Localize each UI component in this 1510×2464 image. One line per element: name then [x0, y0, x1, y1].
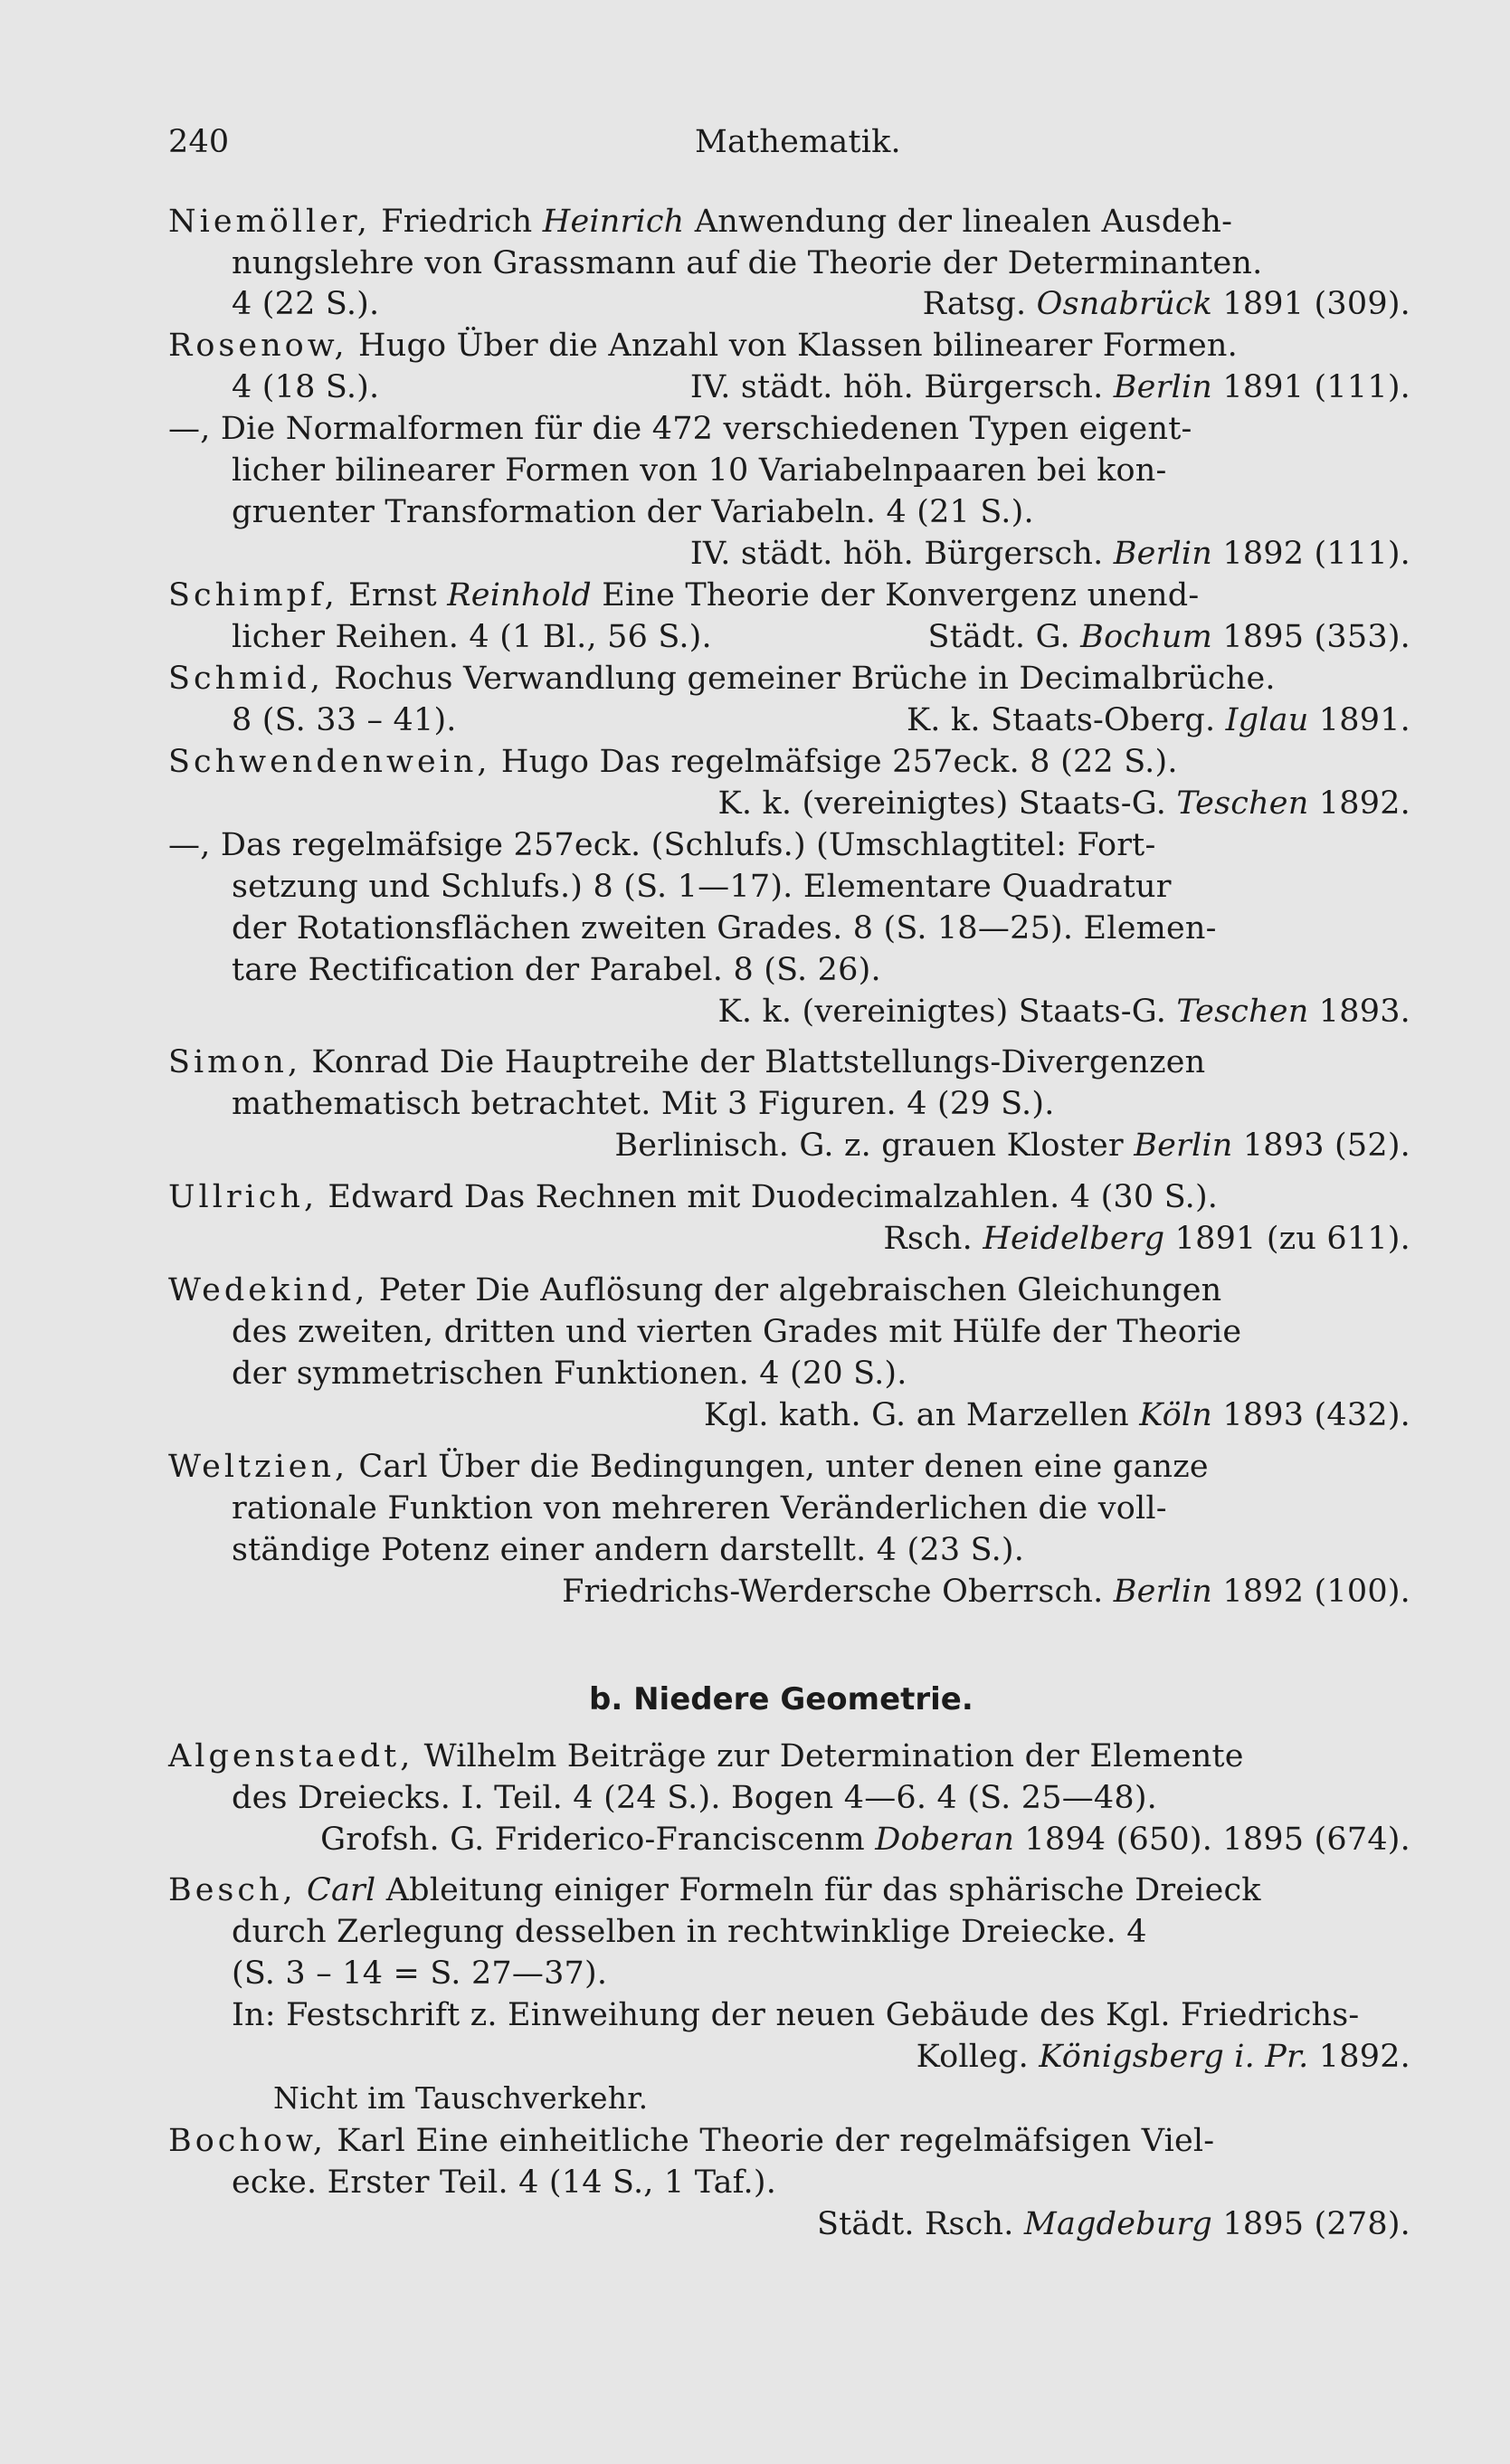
entry-besch-line-1 [168, 1869, 1261, 1911]
year-ref: 1895 (353). [1222, 619, 1410, 655]
city-name: Berlin [1134, 1127, 1233, 1164]
page-number: 240 [168, 124, 230, 160]
title-text: mathematisch betrachtet. Mit 3 Figuren. [232, 1086, 897, 1122]
title-text: Eine einheitliche Theorie der regelmäfsigen Viel- [415, 2123, 1215, 2159]
author-given: Friedrich [370, 204, 543, 240]
year-ref: 1893. [1318, 994, 1410, 1030]
author-dash: —, [168, 411, 211, 447]
year-ref: 1892. [1318, 785, 1410, 822]
size-text: 4 (21 S.). [886, 494, 1034, 530]
title-text: licher bilinearer Formen von 10 Variabelnpaaren bei kon- [232, 452, 1167, 489]
author-dash: —, [168, 827, 211, 863]
title-text: Beiträge zur Determination der Elemente [566, 1738, 1244, 1774]
author-given-italic: Heinrich [542, 204, 685, 240]
note-text: Nicht im Tauschverkehr. [273, 2080, 649, 2116]
school-ref [916, 2036, 1410, 2078]
year-ref: 1893 (432). [1222, 1397, 1410, 1433]
title-text: Die Auflösung der algebraischen Gleichungen [475, 1272, 1222, 1308]
title-text: rationale Funktion von mehreren Veränderlichen die voll- [232, 1490, 1167, 1527]
city-name: Berlin [1113, 536, 1213, 572]
entry-rosenow-line-1 [168, 325, 1238, 366]
entry-niemoeller-line-1 [168, 201, 1232, 243]
school-name: K. k. Staats-Oberg. [906, 702, 1216, 738]
school-ref [690, 366, 1410, 408]
city-name: Köln [1139, 1397, 1213, 1433]
title-text: Eine Theorie der Konvergenz unend- [602, 577, 1200, 614]
entry-algenstaedt-line-1 [168, 1736, 1244, 1777]
school-ref [562, 1571, 1410, 1613]
entry-schmid-line-1 [168, 658, 1276, 699]
title-text: gruenter Transformation der Variabeln. [232, 494, 877, 530]
author-given: Wilhelm [413, 1738, 557, 1774]
title-size-line [232, 616, 712, 658]
title-text: setzung und Schlufs.) 8 (S. 1—17). Elementare Quadratur [232, 869, 1172, 905]
title-text: Das regelmäfsige 257eck. (Schlufs.) (Umschlagtitel: Fort- [220, 827, 1156, 863]
school-name: Kgl. kath. G. an Marzellen [704, 1397, 1129, 1433]
title-text: tare Rectification der Parabel. [232, 952, 724, 988]
title-text: Die Hauptreihe der Blattstellungs-Divergenzen [439, 1044, 1206, 1080]
entry-schimpf-line-1 [168, 575, 1199, 616]
author-name: Schmid, [168, 661, 325, 697]
author-given: Hugo [490, 744, 590, 780]
size-text: 4 (18 S.). [232, 369, 380, 405]
author-name: Simon, [168, 1044, 302, 1080]
title-text: Über die Anzahl von Klassen bilinearer Formen. [456, 328, 1238, 364]
size-text: 4 (30 S.). [1069, 1179, 1219, 1215]
year-ref: 1892 (111). [1222, 536, 1410, 572]
author-given-italic: Carl [307, 1872, 376, 1908]
author-name: Weltzien, [168, 1449, 349, 1485]
size-text: 4 (29 S.). [907, 1086, 1055, 1122]
size-text: 4 (1 Bl., 56 S.). [469, 619, 712, 655]
year-ref: 1891 (309). [1222, 286, 1410, 322]
title-text: (S. 3 – 14 = S. 27—37). [232, 1955, 608, 1992]
in-line: In: Festschrift z. Einweihung der neuen Gebäude des Kgl. Friedrichs- [232, 1997, 1360, 2033]
city-name: Berlin [1113, 1574, 1213, 1610]
entry-schwendenwein-line-1 [168, 741, 1178, 783]
school-ref [717, 783, 1410, 824]
size-text: 8 (22 S.). [1030, 744, 1178, 780]
school-name: Grofsh. G. Friderico-Franciscenm [320, 1822, 865, 1858]
author-name: Wedekind, [168, 1272, 369, 1308]
entry-wedekind-line-1 [168, 1270, 1221, 1311]
size-text: 4 (20 S.). [759, 1356, 907, 1392]
city-name: Heidelberg [983, 1221, 1165, 1257]
author-name: Bochow, [168, 2123, 327, 2159]
author-given: Peter [368, 1272, 465, 1308]
school-ref [907, 699, 1410, 741]
author-given: Ernst [337, 577, 448, 614]
author-given-italic: Reinhold [447, 577, 592, 614]
city-name: Iglau [1225, 702, 1309, 738]
size-text: 8 (S. 33 – 41). [232, 702, 457, 738]
title-text: der Rotationsflächen zweiten Grades. 8 (S. 18—25). Elemen- [232, 910, 1217, 947]
author-name: Ullrich, [168, 1179, 318, 1215]
year-ref: 1891 (111). [1222, 369, 1410, 405]
school-ref [614, 1125, 1410, 1166]
school-name: Berlinisch. G. z. grauen Kloster [614, 1127, 1124, 1164]
city-name: Teschen [1176, 994, 1309, 1030]
entry-schwendenwein-2-line-1 [168, 824, 1155, 866]
city-name: Osnabrück [1036, 286, 1213, 322]
school-ref [690, 533, 1410, 575]
title-text: des zweiten, dritten und vierten Grades mit Hülfe der Theorie [232, 1314, 1242, 1350]
school-ref [817, 2203, 1410, 2245]
year-ref: 1891 (zu 611). [1174, 1221, 1410, 1257]
author-given: Konrad [301, 1044, 430, 1080]
author-given: Edward [318, 1179, 454, 1215]
city-name: Königsberg i. Pr. [1039, 2039, 1309, 2075]
school-name: Rsch. [883, 1221, 973, 1257]
author-name: Schwendenwein, [168, 744, 491, 780]
year-ref: 1891. [1318, 702, 1410, 738]
entry-weltzien-line-1 [168, 1446, 1209, 1488]
title-text: durch Zerlegung desselben in rechtwinklige Dreiecke. 4 [232, 1914, 1147, 1950]
year-ref: 1893 (52). [1242, 1127, 1410, 1164]
school-ref [883, 1218, 1410, 1260]
school-ref [717, 991, 1410, 1032]
school-name: Ratsg. [922, 286, 1027, 322]
author-given: Rochus [324, 661, 453, 697]
author-given: Karl [326, 2123, 406, 2159]
city-name: Bochum [1080, 619, 1213, 655]
school-ref [923, 283, 1410, 325]
city-name: Magdeburg [1023, 2206, 1213, 2242]
entry-simon-line-1 [168, 1042, 1205, 1083]
school-ref [928, 616, 1410, 658]
year-ref: 1892. [1318, 2039, 1410, 2075]
title-text: Die Normalformen für die 472 verschiedenen Typen eigent- [220, 411, 1192, 447]
title-text: Anwendung der linealen Ausdeh- [694, 204, 1233, 240]
author-name: Besch, [168, 1872, 297, 1908]
size-text: 4 (22 S.). [232, 286, 380, 322]
school-name: IV. städt. höh. Bürgersch. [689, 369, 1104, 405]
title-text: licher Reihen. [232, 619, 460, 655]
author-name: Schimpf, [168, 577, 338, 614]
title-text: Ableitung einiger Formeln für das sphärische Dreieck [385, 1872, 1261, 1908]
city-name: Teschen [1176, 785, 1309, 822]
title-size-line [232, 1083, 1055, 1125]
school-name: IV. städt. höh. Bürgersch. [689, 536, 1104, 572]
title-text: Über die Bedingungen, unter denen eine ganze [438, 1449, 1209, 1485]
title-text: Das regelmäfsige 257eck. [599, 744, 1020, 780]
year-ref: 1894 (650). 1895 (674). [1024, 1822, 1410, 1858]
school-name: Kolleg. [916, 2039, 1029, 2075]
entry-rosenow-2-line-1 [168, 408, 1192, 450]
title-size-line [232, 949, 881, 991]
title-text: des Dreiecks. I. Teil. 4 (24 S.). Bogen 4—6. 4 (S. 25—48). [232, 1780, 1158, 1816]
title-text: Das Rechnen mit Duodecimalzahlen. [463, 1179, 1060, 1215]
school-name: K. k. (vereinigtes) Staats-G. [717, 994, 1167, 1030]
title-size-line [232, 1353, 907, 1394]
title-size-line [232, 1529, 1024, 1571]
author-given: Hugo [347, 328, 447, 364]
school-name: Städt. G. [927, 619, 1070, 655]
title-text: ecke. Erster Teil. 4 (14 S., 1 Taf.). [232, 2164, 777, 2201]
entry-ullrich-line-1 [168, 1176, 1218, 1218]
entry-bochow-line-1 [168, 2120, 1214, 2162]
year-ref: 1895 (278). [1222, 2206, 1410, 2242]
city-name: Doberan [875, 1822, 1015, 1858]
school-ref [320, 1819, 1410, 1860]
size-text: 4 (23 S.). [876, 1532, 1025, 1568]
author-name: Algenstaedt, [168, 1738, 414, 1774]
school-name: K. k. (vereinigtes) Staats-G. [717, 785, 1167, 822]
author-name: Rosenow, [168, 328, 348, 364]
author-name: Niemöller, [168, 204, 371, 240]
size-text: 8 (S. 26). [733, 952, 881, 988]
city-name: Berlin [1113, 369, 1213, 405]
title-text: nungslehre von Grassmann auf die Theorie der Determinanten. [232, 245, 1263, 281]
title-size-line [232, 491, 1034, 533]
title-text: ständige Potenz einer andern darstellt. [232, 1532, 867, 1568]
title-text: der symmetrischen Funktionen. [232, 1356, 749, 1392]
title-text: Verwandlung gemeiner Brüche in Decimalbrüche. [462, 661, 1276, 697]
year-ref: 1892 (100). [1222, 1574, 1410, 1610]
author-given: Carl [348, 1449, 428, 1485]
section-heading: b. Niedere Geometrie. [589, 1681, 973, 1717]
school-ref [704, 1394, 1410, 1436]
school-name: Städt. Rsch. [816, 2206, 1014, 2242]
running-title: Mathematik. [695, 124, 901, 160]
school-name: Friedrichs-Werdersche Oberrsch. [562, 1574, 1104, 1610]
